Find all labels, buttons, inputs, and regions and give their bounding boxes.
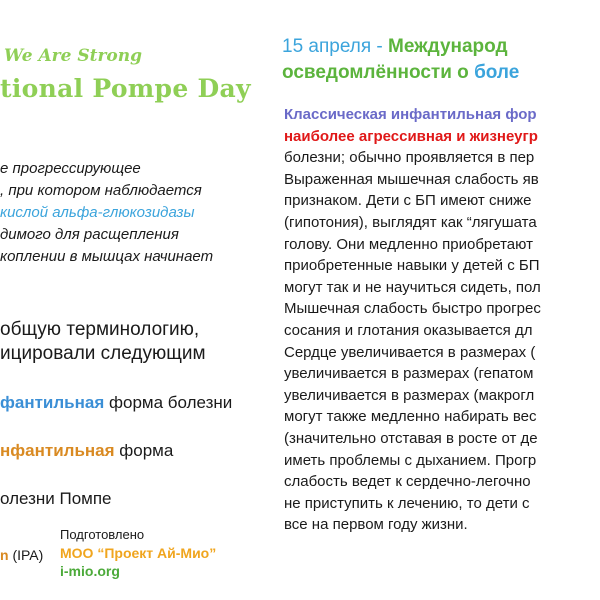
paragraph-line: могут также медленно набирать вес xyxy=(284,408,537,426)
paragraph-line: Выраженная мышечная слабость яв xyxy=(284,170,539,188)
paragraph-line: иметь проблемы с дыханием. Прогр xyxy=(284,451,537,469)
paragraph-line: не приступить к лечению, то дети с xyxy=(284,494,530,512)
paragraph-line: (гипотония), выглядят как “лягушата xyxy=(284,213,537,231)
paragraph-line: все на первом году жизни. xyxy=(284,516,468,534)
paragraph-line: увеличивается в размерах (гепатом xyxy=(284,365,534,383)
paragraph-line: приобретенные навыки у детей с БП xyxy=(284,257,540,275)
paragraph-line: могут так и не научиться сидеть, пол xyxy=(284,278,541,296)
credit-acronym: n xyxy=(0,547,9,563)
heading-date: 15 апреля - xyxy=(282,36,389,57)
organization-name: МОО “Проект Ай-Мио” xyxy=(60,545,217,561)
credit-association xyxy=(0,547,43,563)
form-noninfantile xyxy=(0,441,173,461)
form-infantile-label: фантильная xyxy=(0,393,105,412)
form-late: олезни Помпе xyxy=(0,489,112,508)
left-column xyxy=(0,0,258,600)
form-infantile xyxy=(0,393,232,413)
paragraph-emphasis: наиболее агрессивная и жизнеугр xyxy=(284,127,538,145)
intro-line: , при котором наблюдается xyxy=(0,182,202,199)
terminology-text xyxy=(0,318,206,366)
heading-title: Международ xyxy=(388,36,508,57)
paragraph-line: Сердце увеличивается в размерах ( xyxy=(284,343,536,361)
terms-line: общую терминологию, xyxy=(0,319,200,340)
paragraph-line: болезни; обычно проявляется в пер xyxy=(284,149,535,167)
intro-text xyxy=(0,158,213,268)
intro-line: димого для расщепления xyxy=(0,226,179,243)
form-noninfantile-label: нфантильная xyxy=(0,441,115,460)
heading xyxy=(282,34,519,86)
paragraph-line: голову. Они медленно приобретают xyxy=(284,235,533,253)
credit-tail: (IPA) xyxy=(8,547,44,563)
event-title: tional Pompe Day xyxy=(0,74,251,103)
right-column xyxy=(258,0,600,600)
paragraph-line: признаком. Дети с БП имеют сниже xyxy=(284,192,532,210)
tagline: We Are Strong xyxy=(4,46,142,66)
paragraph-line: Мышечная слабость быстро прогрес xyxy=(284,300,541,318)
form-infantile-suffix: форма болезни xyxy=(104,393,233,412)
paragraph-line: сосания и глотания оказывается дл xyxy=(284,321,533,339)
intro-line: коплении в мышцах начинает xyxy=(0,248,214,265)
form-noninfantile-suffix: форма xyxy=(114,441,174,460)
intro-line-highlight: кислой альфа-глюкозидазы xyxy=(0,204,195,221)
intro-line: е прогрессирующее xyxy=(0,160,141,177)
description-paragraph xyxy=(284,104,541,536)
paragraph-line: увеличивается в размерах (макрогл xyxy=(284,386,535,404)
paragraph-line: слабость ведет к сердечно-легочно xyxy=(284,473,531,491)
paragraph-line: (значительно отставая в росте от де xyxy=(284,429,538,447)
heading-subtitle-end: боле xyxy=(474,62,520,83)
website-link[interactable]: i-mio.org xyxy=(60,563,120,579)
terms-line: ицировали следующим xyxy=(0,343,206,364)
paragraph-subtitle: Классическая инфантильная фор xyxy=(284,106,537,123)
prepared-label: Подготовлено xyxy=(60,527,145,542)
heading-subtitle: осведомлённости о xyxy=(282,62,475,83)
